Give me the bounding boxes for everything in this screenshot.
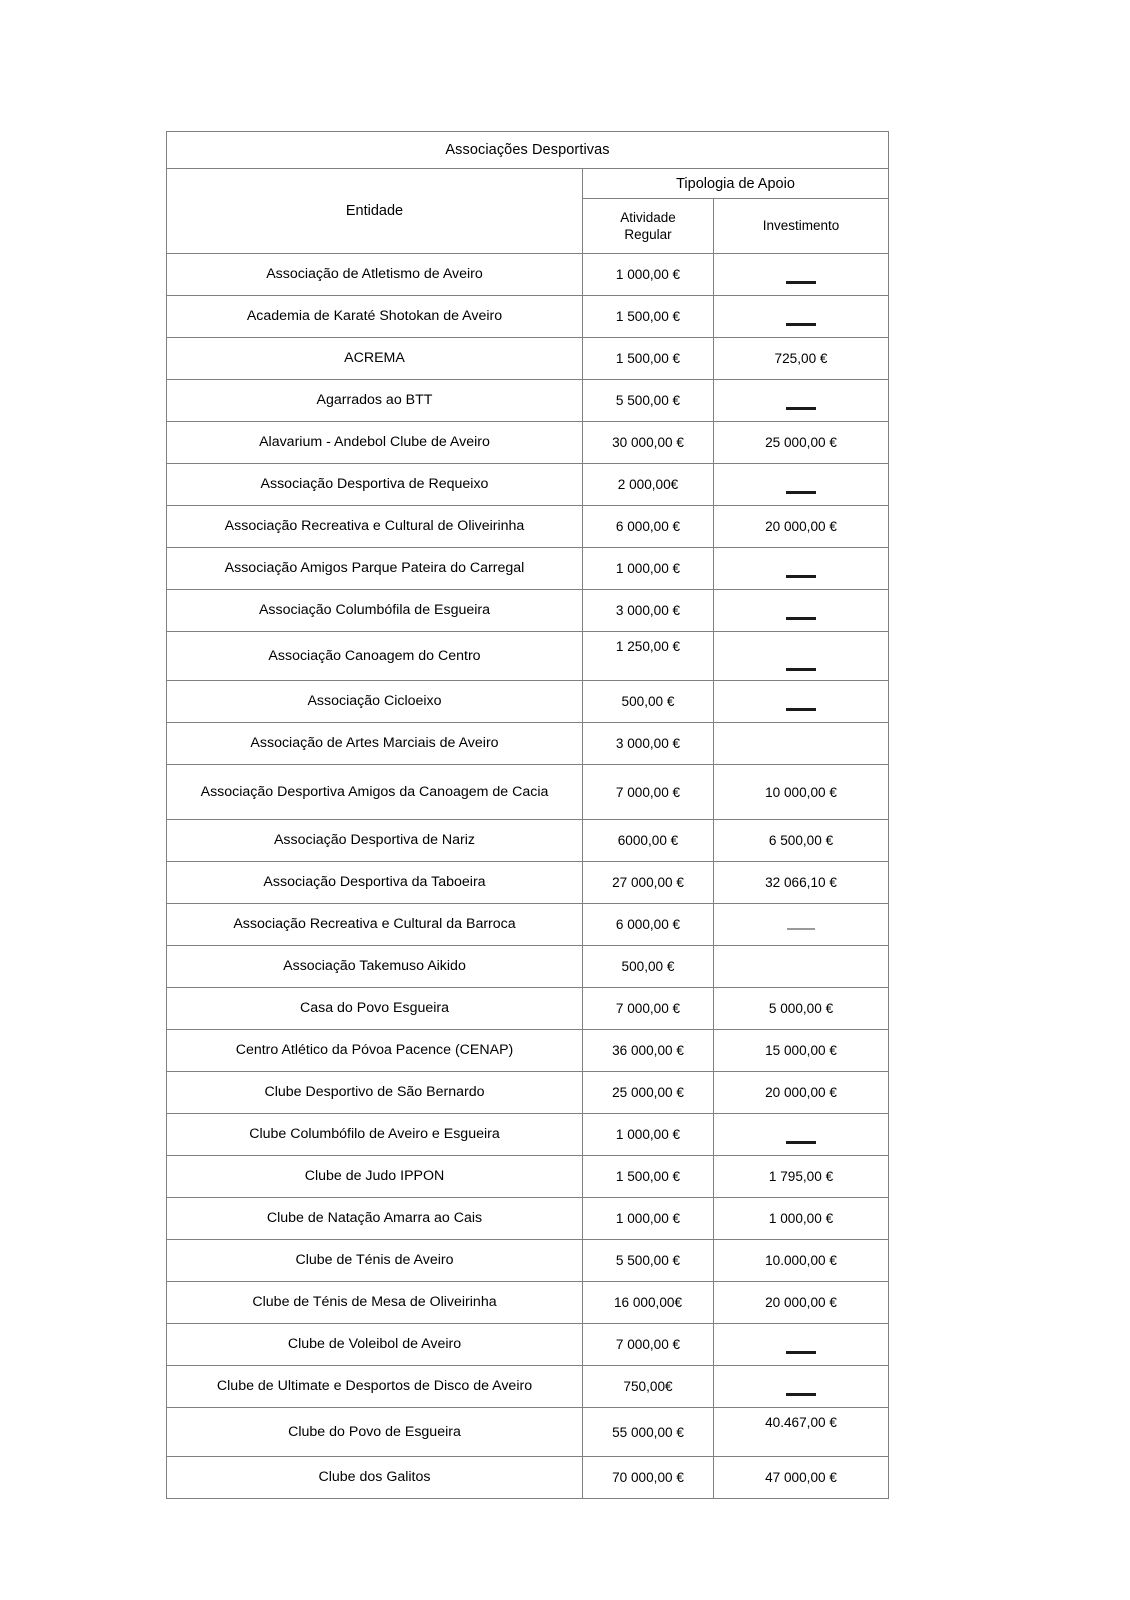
table-row xyxy=(167,1366,889,1408)
cell-atividade-regular-amount: 1 000,00 € xyxy=(583,254,714,296)
cell-investimento-empty xyxy=(714,723,889,765)
cell-entity-name: Associação Desportiva Amigos da Canoagem de Cacia xyxy=(167,765,583,820)
cell-entity-name: Clube de Voleibol de Aveiro xyxy=(167,1324,583,1366)
table-row xyxy=(167,380,889,422)
cell-entity-name: Associação Cicloeixo xyxy=(167,681,583,723)
cell-atividade-regular-amount: 1 500,00 € xyxy=(583,1156,714,1198)
table-body xyxy=(167,254,889,1499)
cell-atividade-regular-amount: 36 000,00 € xyxy=(583,1030,714,1072)
table-title-row xyxy=(167,132,889,169)
cell-investimento-amount: 20 000,00 € xyxy=(714,1072,889,1114)
cell-entity-name: ACREMA xyxy=(167,338,583,380)
dash-icon xyxy=(786,668,816,671)
cell-investimento-no-value xyxy=(714,464,889,506)
cell-atividade-regular-amount: 30 000,00 € xyxy=(583,422,714,464)
cell-entity-name: Clube dos Galitos xyxy=(167,1457,583,1499)
table-row xyxy=(167,506,889,548)
table-row xyxy=(167,681,889,723)
table-row xyxy=(167,1072,889,1114)
cell-investimento-amount: 40.467,00 € xyxy=(714,1408,889,1457)
dash-icon xyxy=(786,617,816,620)
cell-atividade-regular-amount: 5 500,00 € xyxy=(583,380,714,422)
cell-entity-name: Clube do Povo de Esgueira xyxy=(167,1408,583,1457)
table-row xyxy=(167,988,889,1030)
table-row xyxy=(167,1114,889,1156)
cell-investimento-amount: 1 000,00 € xyxy=(714,1198,889,1240)
cell-investimento-amount: 725,00 € xyxy=(714,338,889,380)
cell-investimento-amount: 25 000,00 € xyxy=(714,422,889,464)
cell-atividade-regular-amount: 1 500,00 € xyxy=(583,338,714,380)
cell-investimento-amount: 20 000,00 € xyxy=(714,1282,889,1324)
cell-atividade-regular-amount: 16 000,00€ xyxy=(583,1282,714,1324)
table-row xyxy=(167,862,889,904)
cell-investimento-no-value xyxy=(714,380,889,422)
cell-investimento-amount: 47 000,00 € xyxy=(714,1457,889,1499)
cell-investimento-no-value xyxy=(714,1324,889,1366)
table-group-header-row xyxy=(167,169,889,199)
cell-atividade-regular-amount: 1 000,00 € xyxy=(583,1198,714,1240)
cell-investimento-amount: 1 795,00 € xyxy=(714,1156,889,1198)
cell-entity-name: Associação Columbófila de Esgueira xyxy=(167,590,583,632)
cell-atividade-regular-amount: 1 250,00 € xyxy=(583,632,714,681)
cell-entity-name: Associação Takemuso Aikido xyxy=(167,946,583,988)
table-row xyxy=(167,1282,889,1324)
cell-entity-name: Associação Desportiva da Taboeira xyxy=(167,862,583,904)
cell-atividade-regular-amount: 750,00€ xyxy=(583,1366,714,1408)
cell-entity-name: Agarrados ao BTT xyxy=(167,380,583,422)
column-header-entidade: Entidade xyxy=(167,169,583,254)
cell-atividade-regular-amount: 7 000,00 € xyxy=(583,765,714,820)
cell-entity-name: Clube de Ultimate e Desportos de Disco de Aveiro xyxy=(167,1366,583,1408)
column-group-header-tipologia-de-apoio: Tipologia de Apoio xyxy=(583,169,889,199)
cell-entity-name: Associação Desportiva de Requeixo xyxy=(167,464,583,506)
table-title: Associações Desportivas xyxy=(167,132,889,169)
cell-atividade-regular-amount: 55 000,00 € xyxy=(583,1408,714,1457)
cell-investimento-no-value xyxy=(714,681,889,723)
support-table-container xyxy=(166,131,888,1499)
cell-investimento-amount: 5 000,00 € xyxy=(714,988,889,1030)
cell-entity-name: Associação de Artes Marciais de Aveiro xyxy=(167,723,583,765)
cell-investimento-amount: 20 000,00 € xyxy=(714,506,889,548)
table-row xyxy=(167,464,889,506)
cell-entity-name: Centro Atlético da Póvoa Pacence (CENAP) xyxy=(167,1030,583,1072)
cell-investimento-empty xyxy=(714,946,889,988)
cell-atividade-regular-amount: 3 000,00 € xyxy=(583,590,714,632)
dash-icon xyxy=(787,928,815,930)
table-row xyxy=(167,723,889,765)
cell-atividade-regular-amount: 6 000,00 € xyxy=(583,904,714,946)
dash-icon xyxy=(786,1393,816,1396)
table-row xyxy=(167,1198,889,1240)
cell-investimento-amount: 15 000,00 € xyxy=(714,1030,889,1072)
cell-atividade-regular-amount: 6 000,00 € xyxy=(583,506,714,548)
cell-atividade-regular-amount: 25 000,00 € xyxy=(583,1072,714,1114)
table-row xyxy=(167,946,889,988)
cell-atividade-regular-amount: 7 000,00 € xyxy=(583,988,714,1030)
table-row xyxy=(167,590,889,632)
cell-atividade-regular-amount: 2 000,00€ xyxy=(583,464,714,506)
cell-entity-name: Clube Columbófilo de Aveiro e Esgueira xyxy=(167,1114,583,1156)
table-row xyxy=(167,1030,889,1072)
cell-entity-name: Associação Amigos Parque Pateira do Carregal xyxy=(167,548,583,590)
cell-atividade-regular-amount: 1 500,00 € xyxy=(583,296,714,338)
cell-investimento-no-value xyxy=(714,632,889,681)
table-row xyxy=(167,1457,889,1499)
table-row xyxy=(167,1324,889,1366)
cell-investimento-amount: 32 066,10 € xyxy=(714,862,889,904)
dash-icon xyxy=(786,281,816,284)
cell-investimento-amount: 10 000,00 € xyxy=(714,765,889,820)
associacoes-desportivas-table xyxy=(166,131,889,1499)
table-row xyxy=(167,338,889,380)
cell-investimento-no-value xyxy=(714,904,889,946)
cell-atividade-regular-amount: 500,00 € xyxy=(583,681,714,723)
table-row xyxy=(167,1408,889,1457)
table-row xyxy=(167,422,889,464)
cell-entity-name: Associação de Atletismo de Aveiro xyxy=(167,254,583,296)
table-row xyxy=(167,548,889,590)
cell-investimento-amount: 10.000,00 € xyxy=(714,1240,889,1282)
cell-atividade-regular-amount: 500,00 € xyxy=(583,946,714,988)
cell-investimento-no-value xyxy=(714,254,889,296)
table-row xyxy=(167,820,889,862)
cell-investimento-no-value xyxy=(714,1366,889,1408)
cell-investimento-no-value xyxy=(714,1114,889,1156)
column-header-atividade-regular xyxy=(583,199,714,254)
atividade-label-line2: Regular xyxy=(624,227,672,242)
cell-investimento-no-value xyxy=(714,590,889,632)
dash-icon xyxy=(786,1141,816,1144)
dash-icon xyxy=(786,708,816,711)
cell-atividade-regular-amount: 7 000,00 € xyxy=(583,1324,714,1366)
cell-investimento-amount: 6 500,00 € xyxy=(714,820,889,862)
cell-entity-name: Casa do Povo Esgueira xyxy=(167,988,583,1030)
cell-entity-name: Clube de Ténis de Mesa de Oliveirinha xyxy=(167,1282,583,1324)
cell-entity-name: Associação Canoagem do Centro xyxy=(167,632,583,681)
atividade-label-line1: Atividade xyxy=(620,209,676,225)
cell-entity-name: Academia de Karaté Shotokan de Aveiro xyxy=(167,296,583,338)
dash-icon xyxy=(786,407,816,410)
column-header-investimento: Investimento xyxy=(714,199,889,254)
cell-atividade-regular-amount: 6000,00 € xyxy=(583,820,714,862)
cell-entity-name: Alavarium - Andebol Clube de Aveiro xyxy=(167,422,583,464)
cell-investimento-no-value xyxy=(714,296,889,338)
cell-entity-name: Clube Desportivo de São Bernardo xyxy=(167,1072,583,1114)
table-row xyxy=(167,1156,889,1198)
table-row xyxy=(167,765,889,820)
cell-atividade-regular-amount: 70 000,00 € xyxy=(583,1457,714,1499)
dash-icon xyxy=(786,1351,816,1354)
table-row xyxy=(167,632,889,681)
cell-entity-name: Clube de Judo IPPON xyxy=(167,1156,583,1198)
dash-icon xyxy=(786,491,816,494)
cell-investimento-no-value xyxy=(714,548,889,590)
cell-atividade-regular-amount: 1 000,00 € xyxy=(583,1114,714,1156)
cell-entity-name: Associação Recreativa e Cultural de Oliveirinha xyxy=(167,506,583,548)
cell-entity-name: Associação Recreativa e Cultural da Barroca xyxy=(167,904,583,946)
dash-icon xyxy=(786,575,816,578)
table-row xyxy=(167,1240,889,1282)
cell-atividade-regular-amount: 27 000,00 € xyxy=(583,862,714,904)
cell-atividade-regular-amount: 3 000,00 € xyxy=(583,723,714,765)
table-row xyxy=(167,904,889,946)
table-header xyxy=(167,132,889,254)
table-row xyxy=(167,296,889,338)
cell-entity-name: Clube de Ténis de Aveiro xyxy=(167,1240,583,1282)
cell-atividade-regular-amount: 1 000,00 € xyxy=(583,548,714,590)
table-row xyxy=(167,254,889,296)
dash-icon xyxy=(786,323,816,326)
cell-entity-name: Clube de Natação Amarra ao Cais xyxy=(167,1198,583,1240)
cell-entity-name: Associação Desportiva de Nariz xyxy=(167,820,583,862)
cell-atividade-regular-amount: 5 500,00 € xyxy=(583,1240,714,1282)
